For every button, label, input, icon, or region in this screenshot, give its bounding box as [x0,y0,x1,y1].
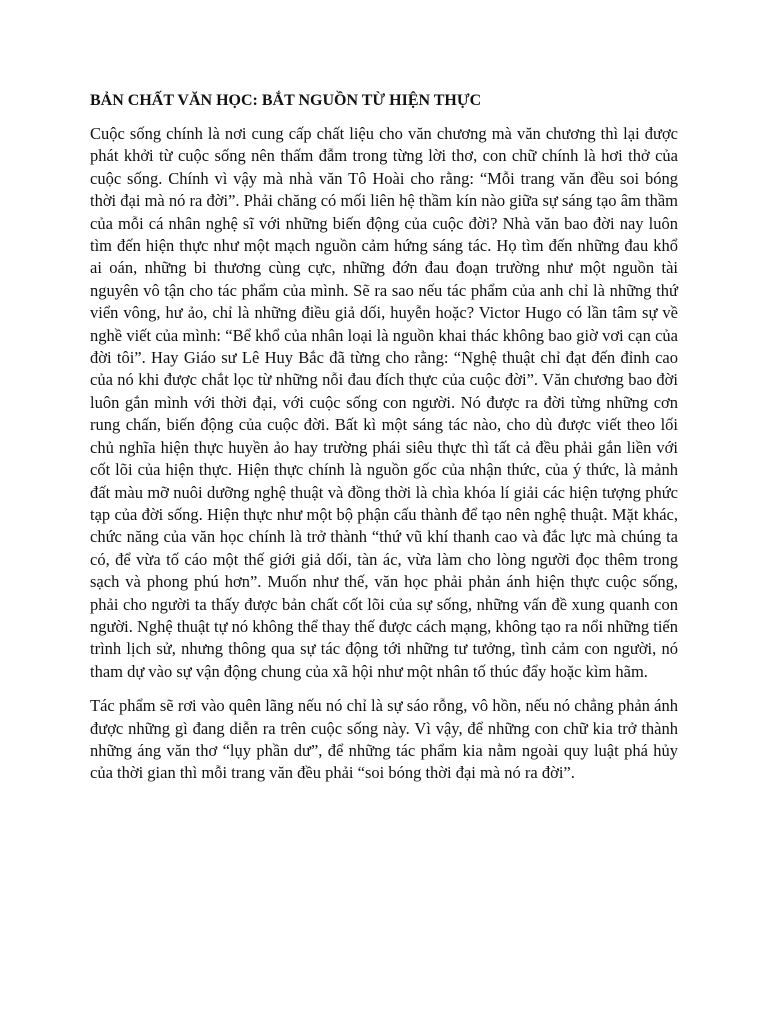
paragraph-2: Tác phẩm sẽ rơi vào quên lãng nếu nó chỉ là sự sáo rỗng, vô hồn, nếu nó chẳng phản ánh được những gì đang diễn ra trên cuộc sống này. Vì vậy, để những con chữ kia trở thành những áng văn thơ “lụy phần dư”, để những tác phẩm kia nằm ngoài quy luật phá hủy của thời gian thì mỗi trang văn đều phải “soi bóng thời đại mà nó ra đời”. [90,696,678,783]
document-page [90,90,678,797]
paragraph-1: Cuộc sống chính là nơi cung cấp chất liệu cho văn chương mà văn chương thì lại được phát khởi từ cuộc sống nên thấm đẫm trong từng lời thơ, con chữ chính là hơi thở của cuộc sống. Chính vì vậy mà nhà văn Tô Hoài cho rằng: “Mỗi trang văn đều soi bóng thời đại mà nó ra đời”. Phải chăng có mối liên hệ thầm kín nào giữa sự sáng tạo âm thầm của mỗi cá nhân nghệ sĩ với những biến động của cuộc đời? Nhà văn bao đời nay luôn tìm đến hiện thực như một mạch nguồn cảm hứng sáng tác. Họ tìm đến những đau khổ ai oán, những bi thương cùng cực, những đớn đau đoạn trường như một nguồn tài nguyên vô tận cho tác phẩm của mình. Sẽ ra sao nếu tác phẩm của anh chỉ là những thứ viển vông, hư ảo, chỉ là những điều giả dối, huyễn hoặc? Victor Hugo có lần tâm sự về nghề viết của mình: “Bể khổ của nhân loại là nguồn khai thác không bao giờ vơi cạn của đời tôi”. Hay Giáo sư Lê Huy Bắc đã từng cho rằng: “Nghệ thuật chỉ đạt đến đỉnh cao của nó khi được chắt lọc từ những nỗi đau đích thực của cuộc đời”. Văn chương bao đời luôn gắn mình với thời đại, với cuộc sống con người. Nó được ra đời từng những cơn rung chấn, biến động của cuộc đời. Bất kì một sáng tác nào, cho dù được viết theo lối chủ nghĩa hiện thực huyền ảo hay trường phái siêu thực thì tất cả đều phải gắn liền với cốt lõi của hiện thực. Hiện thực chính là nguồn gốc của nhận thức, của ý thức, là mảnh đất màu mỡ nuôi dưỡng nghệ thuật và đồng thời là chìa khóa lí giải các hiện tượng phức tạp của đời sống. Hiện thực như một bộ phận cấu thành để tạo nên nghệ thuật. Mặt khác, chức năng của văn học chính là trở thành “thứ vũ khí thanh cao và đắc lực mà chúng ta có, để vừa tố cáo một thế giới giả dối, tàn ác, vừa làm cho lòng người đọc thêm trong sạch và phong phú hơn”. Muốn như thế, văn học phải phản ánh hiện thực cuộc sống, phải cho người ta thấy được bản chất cốt lõi của sự sống, những vấn đề xung quanh con người. Nghệ thuật tự nó không thể thay thế được cách mạng, không tạo ra nổi những tiến trình lịch sử, nhưng thông qua sự tác động tới những tư tưởng, tình cảm con người, nó tham dự vào sự vận động chung của xã hội như một nhân tố thúc đẩy hoặc kìm hãm. [90,124,678,681]
document-title: BẢN CHẤT VĂN HỌC: BẮT NGUỒN TỪ HIỆN THỰC [90,92,482,109]
